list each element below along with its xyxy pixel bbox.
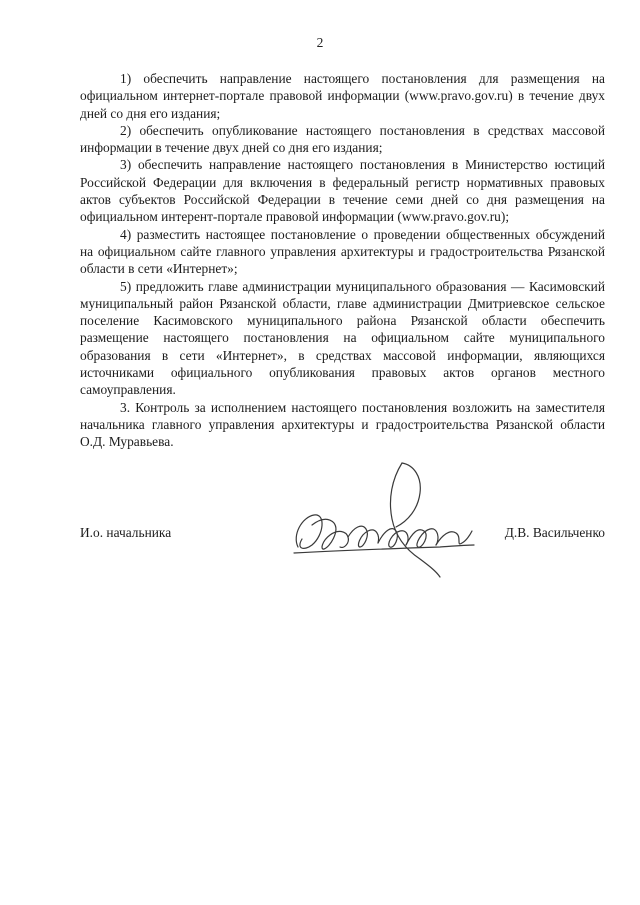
paragraph-item-4: 4) разместить настоящее постановление о проведении общественных обсуждений на официальном сайте главного управления архитектуры и градостроительства Рязанской области в сети «Интернет»;	[80, 226, 605, 277]
handwritten-signature-icon	[290, 455, 475, 580]
paragraph-item-1: 1) обеспечить направление настоящего постановления для размещения на официальном интернет-портале правовой информации (www.pravo.gov.ru) в течение двух дней со дня его издания;	[80, 71, 605, 121]
paragraph-control: 3. Контроль за исполнением настоящего постановления возложить на заместителя начальника главного управления архитектуры и градостроительства Рязанской области О.Д. Муравьева.	[80, 399, 605, 450]
paragraph-item-3: 3) обеспечить направление настоящего постановления в Министерство юстиций Российской Федерации для включения в федеральный регистр нормативных правовых актов субъектов Российской Федерации в течение семи дней со дня размещения на официальном интерент-портале правовой информации (www.pravo.gov.ru);	[80, 157, 605, 225]
paragraph-item-2: 2) обеспечить опубликование настоящего постановления в средствах массовой информации в течение двух дней со дня его издания;	[80, 122, 605, 156]
signatory-name: Д.В. Васильченко	[504, 525, 605, 540]
signatory-title: И.о. начальника	[80, 525, 172, 540]
document-body	[80, 70, 605, 451]
page-number: 2	[316, 35, 324, 50]
paragraph-item-5: 5) предложить главе администрации муниципального образования — Касимовский муниципальный район Рязанской области, главе администрации Дмитриевское сельское поселение Касимовского муниципального района Рязанской области обеспечить размещение настоящего постановления на официальном сайте муниципального образования в сети «Интернет», в средствах массовой информации, являющихся источниками официального опубликования правовых актов органов местного самоуправления.	[80, 278, 605, 398]
